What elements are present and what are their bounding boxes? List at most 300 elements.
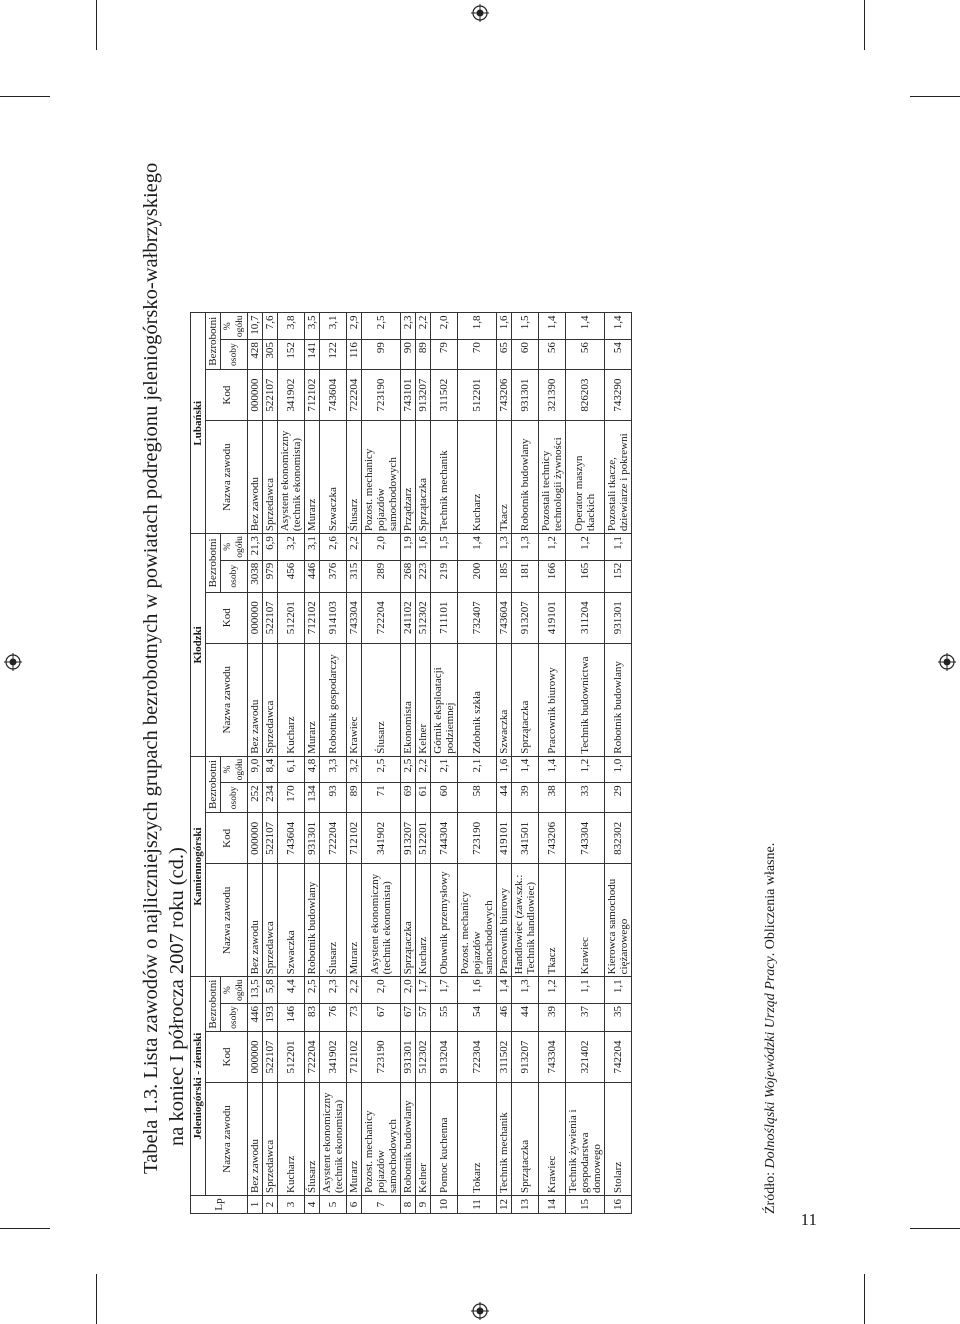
cell-osoby: 116 [347,340,362,370]
table-title-line1: Tabela 1.3. Lista zawodów o najliczniejszych grupach bezrobotnych w powiatach podregionu jeleniogórsko-wałbrzyskiego [140,162,162,1174]
cell-proc: 1,2 [566,756,605,783]
cell-kod: 722204 [305,1032,320,1083]
cell-proc: 2,3 [401,313,416,340]
header-osoby: osoby [221,1004,248,1032]
cell-proc: 1,2 [539,977,566,1004]
header-proc: % ogółu [221,534,248,561]
cell-lp: 16 [605,1196,632,1214]
header-kod: Kod [206,370,248,421]
cell-nazwa: Kucharz [278,1083,305,1196]
cell-proc: 4,4 [278,977,305,1004]
cell-osoby: 3038 [248,560,263,592]
cell-osoby: 268 [401,560,416,592]
cell-lp: 12 [497,1196,512,1214]
cell-osoby: 35 [605,1004,632,1032]
cell-osoby: 65 [497,340,512,370]
cell-nazwa: Pozostali technicy technologii żywności [539,421,566,534]
cell-kod: 743206 [539,813,566,864]
cell-osoby: 57 [416,1004,431,1032]
cell-kod: 311502 [431,370,458,421]
cell-osoby: 56 [566,340,605,370]
cell-nazwa: Szwaczka [320,421,347,534]
table-row [362,313,401,1214]
cell-nazwa: Ślusarz [305,1083,320,1196]
cell-lp: 7 [362,1196,401,1214]
cell-nazwa: Pozostali tkacze, dziewiarze i pokrewni [605,421,632,534]
cell-kod: 512201 [458,370,497,421]
cell-proc: 1,6 [458,977,497,1004]
cell-nazwa: Ślusarz [362,643,401,756]
table-body [248,313,632,1214]
cell-proc: 1,9 [401,534,416,561]
cell-nazwa: Kucharz [458,421,497,534]
cell-kod: 832302 [605,813,632,864]
cell-proc: 2,3 [320,977,347,1004]
cell-proc: 6,9 [263,534,278,561]
cell-proc: 1,3 [512,977,539,1004]
cell-nazwa: Bez zawodu [248,421,263,534]
cell-kod: 931301 [605,592,632,643]
cell-osoby: 37 [566,1004,605,1032]
table-row [401,313,416,1214]
header-row-columns [206,313,221,1214]
cell-kod: 512201 [278,1032,305,1083]
cell-osoby: 170 [278,783,305,813]
cell-osoby: 185 [497,560,512,592]
cell-kod: 743206 [497,370,512,421]
header-osoby: osoby [221,340,248,370]
cell-proc: 5,8 [263,977,278,1004]
cell-kod: 732407 [458,592,497,643]
cell-proc: 3,5 [305,313,320,340]
cell-kod: 241102 [401,592,416,643]
cell-nazwa: Operator maszyn tkackich [566,421,605,534]
header-proc: % ogółu [221,756,248,783]
cell-kod: 743604 [497,592,512,643]
cell-osoby: 58 [458,783,497,813]
cell-osoby: 39 [512,783,539,813]
cell-nazwa: Sprzątaczka [512,1083,539,1196]
cell-osoby: 70 [458,340,497,370]
cell-nazwa: Górnik eksploatacji podziemnej [431,643,458,756]
cell-osoby: 456 [278,560,305,592]
cell-proc: 1,6 [497,313,512,340]
cell-proc: 1,8 [458,313,497,340]
cell-nazwa: Krawiec [566,864,605,977]
cell-kod: 722204 [347,370,362,421]
cell-kod: 419101 [497,813,512,864]
header-kod: Kod [206,592,248,643]
cell-kod: 522107 [263,370,278,421]
cell-nazwa: Szwaczka [497,643,512,756]
cell-nazwa: Prządzarz [401,421,416,534]
cell-osoby: 122 [320,340,347,370]
cell-proc: 2,1 [458,756,497,783]
cell-proc: 1,4 [512,756,539,783]
cell-kod: 743304 [566,813,605,864]
cell-proc: 1,4 [497,977,512,1004]
cell-osoby: 38 [539,783,566,813]
cell-proc: 1,5 [512,313,539,340]
cell-nazwa: Tkacz [497,421,512,534]
cell-proc: 3,1 [305,534,320,561]
cell-proc: 1,3 [497,534,512,561]
cell-proc: 2,5 [362,756,401,783]
table-row [248,313,263,1214]
cell-osoby: 44 [497,783,512,813]
group-header: Lubański [191,313,206,534]
cell-nazwa: Asystent ekonomiczny (technik ekonomista) [362,864,401,977]
cell-nazwa: Kelner [416,643,431,756]
cell-proc: 8,4 [263,756,278,783]
cell-nazwa: Technik budownictwa [566,643,605,756]
cell-kod: 931301 [401,1032,416,1083]
cell-kod: 914103 [320,592,347,643]
cell-nazwa: Sprzedawca [263,864,278,977]
table-title-line2: na koniec I półrocza 2007 roku (cd.) [166,847,188,1146]
cell-kod: 311502 [497,1032,512,1083]
cell-kod: 419101 [539,592,566,643]
cell-kod: 743304 [539,1032,566,1083]
cell-nazwa: Technik żywienia i gospodarstwa domowego [566,1083,605,1196]
cell-proc: 2,2 [347,534,362,561]
cell-osoby: 73 [347,1004,362,1032]
cell-kod: 000000 [248,592,263,643]
table-row [278,313,305,1214]
cell-proc: 2,5 [401,756,416,783]
table-row [458,313,497,1214]
cell-lp: 2 [263,1196,278,1214]
table-row [512,313,539,1214]
cell-kod: 321402 [566,1032,605,1083]
cell-proc: 21,3 [248,534,263,561]
cell-kod: 522107 [263,813,278,864]
cell-nazwa: Bez zawodu [248,643,263,756]
cell-osoby: 146 [278,1004,305,1032]
cell-kod: 723190 [362,370,401,421]
header-nazwa: Nazwa zawodu [206,421,248,534]
cell-osoby: 71 [362,783,401,813]
cell-nazwa: Kucharz [416,864,431,977]
cell-proc: 1,2 [566,534,605,561]
table-row [320,313,347,1214]
source-label: Źródło: [763,1168,778,1214]
cell-osoby: 979 [263,560,278,592]
cell-osoby: 315 [347,560,362,592]
cell-kod: 931301 [512,370,539,421]
cell-nazwa: Pracownik biurowy [497,864,512,977]
cell-kod: 744304 [431,813,458,864]
cell-nazwa: Murarz [347,864,362,977]
cell-osoby: 234 [263,783,278,813]
group-header: Jeleniogórski - ziemski [191,977,206,1196]
cell-nazwa: Sprzątaczka [401,864,416,977]
cell-proc: 13,5 [248,977,263,1004]
table-row [263,313,278,1214]
cell-kod: 712102 [305,592,320,643]
cell-osoby: 44 [512,1004,539,1032]
cell-proc: 9,0 [248,756,263,783]
cell-osoby: 46 [497,1004,512,1032]
cell-proc: 2,2 [347,977,362,1004]
cell-osoby: 67 [401,1004,416,1032]
cell-nazwa: Sprzedawca [263,421,278,534]
cell-kod: 723190 [458,813,497,864]
cell-proc: 2,0 [401,977,416,1004]
cell-kod: 341902 [278,370,305,421]
cell-osoby: 90 [401,340,416,370]
cell-osoby: 76 [320,1004,347,1032]
cell-kod: 711101 [431,592,458,643]
header-lp: Lp [191,1196,248,1214]
cell-proc: 3,1 [320,313,347,340]
cell-kod: 712102 [347,813,362,864]
cell-osoby: 89 [347,783,362,813]
cell-nazwa: Kierowca samochodu ciężarowego [605,864,632,977]
header-osoby: osoby [221,560,248,592]
source-rest: . Obliczenia własne. [763,842,778,957]
cell-nazwa: Technik mechanik [431,421,458,534]
header-proc: % ogółu [221,977,248,1004]
cell-osoby: 152 [278,340,305,370]
cell-nazwa: Tokarz [458,1083,497,1196]
cell-osoby: 223 [416,560,431,592]
cell-proc: 1,2 [539,534,566,561]
cell-proc: 1,4 [566,313,605,340]
cell-proc: 6,1 [278,756,305,783]
cell-proc: 1,4 [539,313,566,340]
cell-osoby: 56 [539,340,566,370]
cell-nazwa: Krawiec [347,643,362,756]
cell-proc: 4,8 [305,756,320,783]
cell-kod: 000000 [248,813,263,864]
cell-osoby: 61 [416,783,431,813]
cell-lp: 6 [347,1196,362,1214]
cell-proc: 3,2 [347,756,362,783]
cell-proc: 1,6 [416,534,431,561]
cell-nazwa: Robotnik budowlany [605,643,632,756]
cell-kod: 913207 [512,1032,539,1083]
cell-proc: 1,3 [512,534,539,561]
cell-kod: 512201 [416,813,431,864]
cell-nazwa: Pozost. mechanicy pojazdów samochodowych [458,864,497,977]
cell-nazwa: Asystent ekonomiczny (technik ekonomista) [278,421,305,534]
cell-osoby: 60 [512,340,539,370]
cell-kod: 522107 [263,1032,278,1083]
cell-proc: 2,5 [305,977,320,1004]
cell-osoby: 55 [431,1004,458,1032]
cell-proc: 2,0 [362,977,401,1004]
cell-osoby: 54 [605,340,632,370]
cell-proc: 2,9 [347,313,362,340]
header-nazwa: Nazwa zawodu [206,643,248,756]
cell-proc: 2,0 [362,534,401,561]
cell-proc: 2,5 [362,313,401,340]
cell-osoby: 376 [320,560,347,592]
header-bezrobotni: Bezrobotni [206,977,221,1032]
cell-osoby: 79 [431,340,458,370]
cell-lp: 8 [401,1196,416,1214]
table-row [305,313,320,1214]
cell-kod: 722204 [362,592,401,643]
cell-nazwa: Bez zawodu [248,1083,263,1196]
cell-osoby: 67 [362,1004,401,1032]
data-table [190,312,632,1214]
cell-nazwa: Robotnik gospodarczy [320,643,347,756]
cell-kod: 913207 [416,370,431,421]
cell-proc: 1,5 [431,534,458,561]
cell-kod: 311204 [566,592,605,643]
cell-osoby: 289 [362,560,401,592]
cell-nazwa: Robotnik budowlany [401,1083,416,1196]
table-row [539,313,566,1214]
cell-nazwa: Krawiec [539,1083,566,1196]
cell-osoby: 69 [401,783,416,813]
cell-nazwa: Pomoc kuchenna [431,1083,458,1196]
source-institution: Dolnośląski Wojewódzki Urząd Pracy [763,956,778,1169]
cell-lp: 3 [278,1196,305,1214]
header-proc: % ogółu [221,313,248,340]
table-row [416,313,431,1214]
cell-nazwa: Stolarz [605,1083,632,1196]
cell-kod: 743101 [401,370,416,421]
cell-proc: 2,6 [320,534,347,561]
cell-kod: 000000 [248,370,263,421]
cell-osoby: 89 [416,340,431,370]
cell-nazwa: Technik mechanik [497,1083,512,1196]
cell-osoby: 166 [539,560,566,592]
cell-proc: 1,6 [497,756,512,783]
cell-proc: 1,4 [458,534,497,561]
cell-lp: 10 [431,1196,458,1214]
cell-nazwa: Asystent ekonomiczny (technik ekonomista) [320,1083,347,1196]
cell-nazwa: Ślusarz [320,864,347,977]
table-row [605,313,632,1214]
cell-lp: 4 [305,1196,320,1214]
cell-osoby: 29 [605,783,632,813]
cell-osoby: 99 [362,340,401,370]
cell-osoby: 54 [458,1004,497,1032]
cell-kod: 722204 [320,813,347,864]
cell-nazwa: Sprzedawca [263,1083,278,1196]
cell-kod: 743290 [605,370,632,421]
cell-kod: 742204 [605,1032,632,1083]
cell-nazwa: Murarz [305,643,320,756]
cell-kod: 522107 [263,592,278,643]
cell-kod: 341501 [512,813,539,864]
cell-osoby: 33 [566,783,605,813]
header-bezrobotni: Bezrobotni [206,313,221,370]
cell-kod: 341902 [362,813,401,864]
cell-nazwa: Pracownik biurowy [539,643,566,756]
group-header: Kamiennogórski [191,756,206,977]
cell-proc: 1,1 [605,534,632,561]
cell-proc: 3,2 [278,534,305,561]
cell-nazwa: Murarz [305,421,320,534]
cell-nazwa: Bez zawodu [248,864,263,977]
group-header: Kłodzki [191,534,206,757]
cell-nazwa: Obuwnik przemysłowy [431,864,458,977]
cell-nazwa: Robotnik budowlany [305,864,320,977]
header-bezrobotni: Bezrobotni [206,534,221,593]
header-bezrobotni: Bezrobotni [206,756,221,813]
cell-proc: 10,7 [248,313,263,340]
cell-kod: 712102 [305,370,320,421]
header-kod: Kod [206,1032,248,1083]
cell-kod: 743604 [278,813,305,864]
cell-nazwa: Sprzedawca [263,643,278,756]
cell-nazwa: Ekonomista [401,643,416,756]
cell-nazwa: Szwaczka [278,864,305,977]
cell-lp: 9 [416,1196,431,1214]
header-row-groups [191,313,206,1214]
table-row [431,313,458,1214]
cell-osoby: 305 [263,340,278,370]
cell-kod: 723190 [362,1032,401,1083]
cell-lp: 14 [539,1196,566,1214]
cell-osoby: 193 [263,1004,278,1032]
cell-osoby: 446 [248,1004,263,1032]
cell-proc: 2,2 [416,313,431,340]
cell-kod: 743304 [347,592,362,643]
cell-kod: 712102 [347,1032,362,1083]
cell-nazwa: Pozost. mechanicy pojazdów samochodowych [362,1083,401,1196]
cell-kod: 722304 [458,1032,497,1083]
cell-osoby: 200 [458,560,497,592]
cell-nazwa: Kucharz [278,643,305,756]
cell-osoby: 83 [305,1004,320,1032]
cell-proc: 1,7 [416,977,431,1004]
cell-nazwa: Kelner [416,1083,431,1196]
cell-osoby: 181 [512,560,539,592]
cell-kod: 743604 [320,370,347,421]
cell-osoby: 252 [248,783,263,813]
cell-proc: 1,4 [539,756,566,783]
cell-kod: 913204 [431,1032,458,1083]
header-kod: Kod [206,813,248,864]
cell-proc: 1,1 [566,977,605,1004]
cell-proc: 1,7 [431,977,458,1004]
cell-nazwa: Zdobnik szkła [458,643,497,756]
cell-nazwa: Sprzątaczka [416,421,431,534]
header-osoby: osoby [221,783,248,813]
cell-lp: 15 [566,1196,605,1214]
cell-nazwa: Ślusarz [347,421,362,534]
cell-kod: 913207 [401,813,416,864]
cell-osoby: 152 [605,560,632,592]
cell-osoby: 141 [305,340,320,370]
cell-proc: 2,1 [431,756,458,783]
cell-kod: 826203 [566,370,605,421]
cell-kod: 512201 [278,592,305,643]
cell-osoby: 165 [566,560,605,592]
cell-proc: 7,6 [263,313,278,340]
cell-kod: 931301 [305,813,320,864]
header-nazwa: Nazwa zawodu [206,864,248,977]
cell-proc: 2,0 [431,313,458,340]
table-row [347,313,362,1214]
cell-proc: 3,3 [320,756,347,783]
cell-kod: 512302 [416,592,431,643]
cell-nazwa: Robotnik budowlany [512,421,539,534]
cell-nazwa: Murarz [347,1083,362,1196]
cell-lp: 1 [248,1196,263,1214]
cell-proc: 1,0 [605,756,632,783]
cell-proc: 2,2 [416,756,431,783]
table-row [497,313,512,1214]
cell-osoby: 134 [305,783,320,813]
page-number: 11 [800,1210,817,1229]
